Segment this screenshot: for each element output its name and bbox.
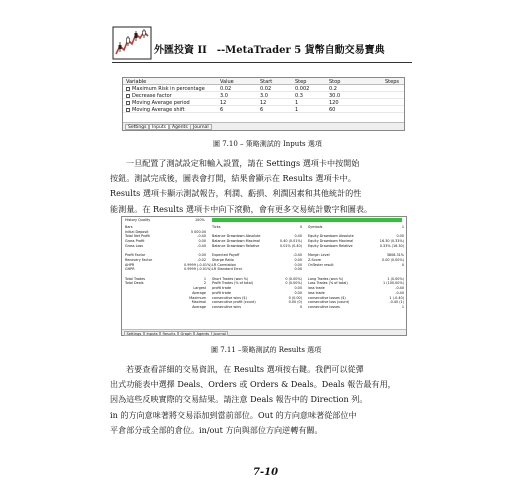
inputs-tab-bar bbox=[123, 122, 404, 130]
input-row[interactable] bbox=[123, 99, 404, 106]
result-label-2: LR Standard Error bbox=[212, 267, 243, 272]
result-label-2: LR Correlation bbox=[212, 262, 237, 267]
history-quality-row bbox=[122, 217, 406, 223]
header-rule bbox=[112, 62, 412, 63]
history-quality-bar bbox=[212, 218, 402, 222]
paragraph-line: 平倉部分或全部的倉位。in/out 方向與部位方向逆轉有關。 bbox=[110, 424, 323, 435]
result-value-2: 0.40 bbox=[294, 234, 302, 239]
result-label-2: Short Trades (won %) bbox=[212, 276, 249, 281]
page-header bbox=[110, 24, 410, 62]
result-label-2: Expected Payoff bbox=[212, 253, 240, 258]
result-label-1: Total Deals bbox=[125, 281, 144, 286]
result-value-2: 0 (0.00) bbox=[288, 295, 302, 300]
result-label-3: Equity Drawdown Maximal bbox=[308, 239, 354, 244]
paragraph-line: 出式功能表中選擇 Deals、Orders 或 Orders & Deals。Deals 報告最有用， bbox=[110, 379, 396, 390]
input-stop[interactable]: 0.2 bbox=[329, 86, 337, 92]
result-value-3: 3808.31% bbox=[386, 253, 404, 258]
tab-inputs[interactable]: Inputs bbox=[144, 331, 160, 336]
history-quality-label: History Quality bbox=[125, 218, 151, 222]
paragraph-line: in 的方向意味著將交易添加到當前部位。Out 的方向意味著從部位中 bbox=[110, 409, 357, 420]
header-title-part2: --MetaTrader 5 貨幣自動交易寶典 bbox=[216, 45, 385, 56]
tab-settings[interactable]: Settings bbox=[124, 331, 144, 336]
tab-journal[interactable]: Journal bbox=[211, 331, 228, 336]
tab-journal[interactable]: Journal bbox=[190, 124, 212, 130]
input-row[interactable] bbox=[123, 106, 404, 113]
input-step[interactable]: 0.002 bbox=[295, 86, 310, 92]
result-label-3: loss trade bbox=[308, 290, 325, 295]
tab-inputs[interactable]: Inputs bbox=[149, 124, 169, 130]
result-value-2: 0.00 (0) bbox=[288, 300, 302, 305]
input-value[interactable]: 6 bbox=[220, 107, 224, 113]
result-label-2: Ticks bbox=[212, 225, 221, 229]
paragraph-2 bbox=[110, 362, 415, 438]
figure-caption-1: 圖 7.10 – 策略測試的 Inputs 選項 bbox=[213, 140, 322, 148]
col-stop: Stop bbox=[329, 79, 341, 85]
result-label-2: profit trade bbox=[212, 286, 232, 291]
result-value-1: Maximum bbox=[189, 295, 206, 300]
result-label-1: GHPR bbox=[125, 267, 135, 272]
result-label-2: Balance Drawdown Relative bbox=[212, 243, 260, 248]
result-value-2: 0.00 bbox=[294, 290, 302, 295]
result-value-2: 0.00 bbox=[294, 262, 302, 267]
tab-graph[interactable]: Graph bbox=[178, 331, 194, 336]
inputs-tab-screenshot bbox=[122, 77, 405, 131]
result-value-3: 1 (100.00%) bbox=[383, 281, 404, 286]
paragraph-line: 能測量。在 Results 選項卡中向下滾動，會有更多交易統計數字和圖表。 bbox=[110, 203, 373, 214]
result-value-1: 5 000.00 bbox=[190, 229, 206, 234]
result-label-3: consecutive losses bbox=[308, 304, 340, 309]
result-value-1: -0.02 bbox=[197, 257, 206, 262]
result-label-2: consecutive wins bbox=[212, 304, 242, 309]
result-value-3: 1 bbox=[401, 225, 404, 229]
paragraph-1 bbox=[110, 156, 415, 217]
result-value-2: -0.40 bbox=[293, 253, 302, 258]
input-stop[interactable]: 30.0 bbox=[329, 93, 341, 99]
result-label-3: Symbols bbox=[308, 225, 323, 229]
input-start[interactable]: 3.0 bbox=[260, 93, 268, 99]
paragraph-line: 因為這些反映實際的交易結果。請注意 Deals 報告中的 Direction 列。 bbox=[110, 394, 368, 405]
result-label-1: Gross Profit bbox=[125, 239, 145, 244]
result-value-3: -0.40 (1) bbox=[389, 300, 404, 305]
result-value-3: 16.30 (0.33%) bbox=[379, 239, 404, 244]
result-value-2: 0.00 bbox=[294, 267, 302, 272]
result-value-2: 0 bbox=[299, 225, 302, 229]
col-variable: Variable bbox=[126, 79, 147, 85]
results-row bbox=[122, 305, 406, 309]
result-value-1: -0.40 bbox=[197, 234, 206, 239]
candlestick-chart-logo bbox=[110, 24, 154, 62]
col-value: Value bbox=[220, 79, 234, 85]
input-stop[interactable]: 120 bbox=[329, 100, 339, 106]
result-label-3: Z-Score bbox=[308, 257, 321, 262]
result-label-1: Profit Factor bbox=[125, 253, 146, 258]
result-label-1: Recovery Factor bbox=[125, 257, 153, 262]
history-quality-value: 100% bbox=[195, 218, 205, 222]
result-value-1: -0.40 bbox=[197, 243, 206, 248]
result-value-3: -0.40 bbox=[395, 286, 404, 291]
result-label-3: consecutive loss (count) bbox=[308, 300, 350, 305]
result-value-1: Average bbox=[192, 290, 206, 295]
inputs-grid-header bbox=[123, 78, 404, 85]
tab-settings[interactable]: Settings bbox=[125, 124, 149, 130]
paragraph-line: 若要查看詳細的交易資訊，在 Results 選項按右鍵。我們可以從彈 bbox=[126, 364, 364, 374]
result-value-1: 0.00 bbox=[198, 253, 206, 258]
result-value-3: -0.40 bbox=[395, 290, 404, 295]
result-label-2: Balance Drawdown Maximal bbox=[212, 239, 260, 244]
result-value-3: 1 (-0.40) bbox=[389, 295, 404, 300]
input-value[interactable]: 12 bbox=[220, 100, 227, 106]
result-value-3: 0 bbox=[401, 262, 404, 267]
result-value-3: 0.33% (16.30) bbox=[379, 243, 404, 248]
tab-agents[interactable]: Agents bbox=[194, 331, 212, 336]
result-label-2: Profit Trades (% of total) bbox=[212, 281, 254, 286]
input-row[interactable] bbox=[123, 85, 404, 92]
result-value-2: 0 bbox=[299, 304, 302, 309]
results-tab-bar bbox=[122, 329, 406, 335]
result-label-1: AHPR bbox=[125, 262, 135, 267]
optimize-checkbox[interactable] bbox=[126, 108, 130, 112]
input-name: Maximum Risk in percentage bbox=[132, 86, 205, 92]
result-label-3: loss trade bbox=[308, 286, 325, 291]
result-label-2: consecutive wins ($) bbox=[212, 295, 247, 300]
result-label-1: Initial Deposit bbox=[125, 229, 149, 234]
result-label-3: OnTester result bbox=[308, 262, 334, 267]
result-value-2: 0 (0.00%) bbox=[285, 281, 302, 286]
result-value-1: 0.9999 (-0.01%) bbox=[184, 262, 212, 267]
col-steps: Steps bbox=[385, 79, 399, 85]
result-label-1: Total Trades bbox=[125, 276, 146, 281]
optimize-checkbox[interactable] bbox=[126, 94, 130, 98]
input-stop[interactable]: 60 bbox=[329, 107, 336, 113]
results-tab-screenshot bbox=[121, 216, 407, 336]
header-title bbox=[154, 41, 385, 56]
col-step: Step bbox=[295, 79, 307, 85]
result-value-2: 0.00 bbox=[294, 257, 302, 262]
result-label-1: Gross Loss bbox=[125, 243, 144, 248]
result-value-2: 0.00 bbox=[294, 286, 302, 291]
result-value-1: 2 bbox=[203, 281, 206, 286]
input-value[interactable]: 3.0 bbox=[220, 93, 228, 99]
input-start[interactable]: 12 bbox=[260, 100, 267, 106]
input-start[interactable]: 0.02 bbox=[260, 86, 272, 92]
result-label-3: Long Trades (won %) bbox=[308, 276, 344, 281]
result-label-1: Bars bbox=[125, 225, 133, 229]
result-label-3: Margin Level bbox=[308, 253, 330, 258]
paragraph-line: 按鈕。測試完成後，圖表會打開，結果會顯示在 Results 選項卡中。 bbox=[110, 173, 356, 184]
inputs-grid bbox=[123, 78, 404, 113]
result-value-3: 0.00 (0.00%) bbox=[381, 257, 404, 262]
input-value[interactable]: 0.02 bbox=[220, 86, 232, 92]
input-name: Moving Average shift bbox=[132, 107, 185, 113]
result-value-2: 0.40 (0.01%) bbox=[279, 239, 302, 244]
result-value-3: 1 bbox=[401, 304, 404, 309]
result-value-1: Largest bbox=[193, 286, 206, 291]
figure-caption-2: 圖 7.11 –策略測試的 Results 選項 bbox=[211, 346, 322, 354]
result-value-1: 1 bbox=[203, 276, 206, 281]
result-label-3: consecutive losses ($) bbox=[308, 295, 346, 300]
result-label-3: Equity Drawdown Absolute bbox=[308, 234, 354, 239]
result-label-2: Balance Drawdown Absolute bbox=[212, 234, 261, 239]
input-step[interactable]: 1 bbox=[295, 100, 299, 106]
result-value-2: 0 (0.00%) bbox=[285, 276, 302, 281]
result-value-1: Maximal bbox=[191, 300, 206, 305]
input-step[interactable]: 0.3 bbox=[295, 93, 303, 99]
input-name: Decrease factor bbox=[132, 93, 172, 99]
result-value-1: Average bbox=[192, 304, 206, 309]
result-value-3: 1 (0.00%) bbox=[387, 276, 404, 281]
optimize-checkbox[interactable] bbox=[126, 87, 130, 91]
tab-results[interactable]: Results bbox=[160, 331, 178, 336]
input-step[interactable]: 1 bbox=[295, 107, 299, 113]
result-label-3: Equity Drawdown Relative bbox=[308, 243, 353, 248]
result-value-2: 0.01% (0.40) bbox=[279, 243, 302, 248]
result-label-2: profit trade bbox=[212, 290, 232, 295]
input-name: Moving Average period bbox=[132, 100, 190, 106]
result-value-1: 0.00 bbox=[198, 239, 206, 244]
result-label-1: Total Net Profit bbox=[125, 234, 150, 239]
col-start: Start bbox=[260, 79, 273, 85]
page-number: 7-10 bbox=[253, 467, 279, 478]
paragraph-line: 一旦配置了測試設定和輸入設置，請在 Settings 選項卡中按開始 bbox=[126, 158, 360, 168]
input-row[interactable] bbox=[123, 92, 404, 99]
tab-agents[interactable]: Agents bbox=[169, 124, 191, 130]
result-value-1: 0.9999 (-0.01%) bbox=[184, 267, 212, 272]
result-label-2: Sharpe Ratio bbox=[212, 257, 234, 262]
result-value-3: 0.00 bbox=[396, 234, 404, 239]
optimize-checkbox[interactable] bbox=[126, 101, 130, 105]
result-label-3: Loss Trades (% of total) bbox=[308, 281, 348, 286]
header-title-part1: 外匯投資 II bbox=[154, 45, 207, 56]
paragraph-line: Results 選項卡顯示測試報告，利潤、虧損、利潤因素和其他統計的性 bbox=[110, 188, 362, 199]
result-label-2: consecutive profit (count) bbox=[212, 300, 256, 305]
input-start[interactable]: 6 bbox=[260, 107, 264, 113]
